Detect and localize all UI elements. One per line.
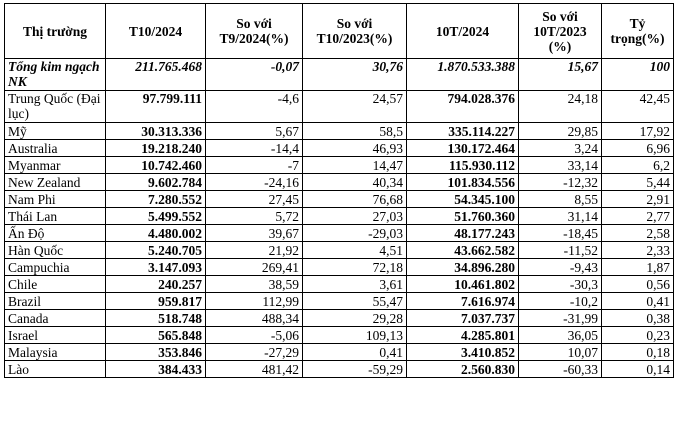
market-name: New Zealand [5,174,106,191]
ytd-value: 4.285.801 [407,327,519,344]
vs-t9-value: -5,06 [206,327,303,344]
t10-value: 19.218.240 [106,140,206,157]
ytd-value: 2.560.830 [407,361,519,378]
ytd-value: 51.760.360 [407,208,519,225]
table-row [5,123,674,140]
vs-ytd-2023-value: 36,05 [519,327,602,344]
market-name: Ấn Độ [5,225,106,242]
vs-ytd-2023-value: 10,07 [519,344,602,361]
vs-t9-value: -4,6 [206,91,303,123]
vs-t9-value: 5,72 [206,208,303,225]
vs-ytd-2023-value: -60,33 [519,361,602,378]
t10-value: 518.748 [106,310,206,327]
t10-value: 97.799.111 [106,91,206,123]
total-share: 100 [602,59,674,91]
table-row [5,157,674,174]
share-value: 0,14 [602,361,674,378]
table-row [5,344,674,361]
vs-t9-value: -7 [206,157,303,174]
share-value: 2,91 [602,191,674,208]
vs-t9-value: 21,92 [206,242,303,259]
vs-t10-2023-value: 72,18 [303,259,407,276]
vs-ytd-2023-value: -10,2 [519,293,602,310]
total-vs-t9: -0,07 [206,59,303,91]
total-vs-ytd-2023: 15,67 [519,59,602,91]
share-value: 2,33 [602,242,674,259]
share-value: 5,44 [602,174,674,191]
vs-ytd-2023-value: -12,32 [519,174,602,191]
vs-t9-value: -27,29 [206,344,303,361]
vs-t9-value: 481,42 [206,361,303,378]
table-row [5,225,674,242]
share-value: 0,41 [602,293,674,310]
import-market-table [4,3,674,378]
total-ytd: 1.870.533.388 [407,59,519,91]
t10-value: 7.280.552 [106,191,206,208]
vs-t10-2023-value: -29,03 [303,225,407,242]
vs-ytd-2023-value: 8,55 [519,191,602,208]
table-row [5,174,674,191]
market-name: Chile [5,276,106,293]
total-name: Tổng kim ngạch NK [5,59,106,91]
share-value: 6,96 [602,140,674,157]
vs-t10-2023-value: 55,47 [303,293,407,310]
total-vs-t10-2023: 30,76 [303,59,407,91]
ytd-value: 101.834.556 [407,174,519,191]
share-value: 6,2 [602,157,674,174]
market-name: Brazil [5,293,106,310]
ytd-value: 48.177.243 [407,225,519,242]
market-name: Israel [5,327,106,344]
vs-t10-2023-value: 24,57 [303,91,407,123]
vs-ytd-2023-value: 24,18 [519,91,602,123]
vs-ytd-2023-value: 33,14 [519,157,602,174]
vs-t9-value: 5,67 [206,123,303,140]
share-value: 17,92 [602,123,674,140]
table-row [5,140,674,157]
t10-value: 959.817 [106,293,206,310]
ytd-value: 115.930.112 [407,157,519,174]
import-table-container [4,3,674,378]
vs-t9-value: 488,34 [206,310,303,327]
vs-ytd-2023-value: -18,45 [519,225,602,242]
share-value: 0,38 [602,310,674,327]
vs-ytd-2023-value: -9,43 [519,259,602,276]
ytd-value: 7.037.737 [407,310,519,327]
vs-t10-2023-value: 58,5 [303,123,407,140]
ytd-value: 7.616.974 [407,293,519,310]
ytd-value: 10.461.802 [407,276,519,293]
share-value: 2,77 [602,208,674,225]
vs-t9-value: 269,41 [206,259,303,276]
vs-t10-2023-value: 46,93 [303,140,407,157]
share-value: 0,18 [602,344,674,361]
vs-t10-2023-value: 27,03 [303,208,407,225]
vs-t10-2023-value: 4,51 [303,242,407,259]
vs-t9-value: 112,99 [206,293,303,310]
header-10t-2024: 10T/2024 [407,4,519,59]
table-row [5,361,674,378]
total-row [5,59,674,91]
table-row [5,242,674,259]
market-name: Malaysia [5,344,106,361]
vs-ytd-2023-value: 31,14 [519,208,602,225]
vs-t10-2023-value: 76,68 [303,191,407,208]
table-row [5,91,674,123]
market-name: Canada [5,310,106,327]
t10-value: 30.313.336 [106,123,206,140]
t10-value: 353.846 [106,344,206,361]
vs-t9-value: 39,67 [206,225,303,242]
t10-value: 384.433 [106,361,206,378]
vs-t9-value: -14,4 [206,140,303,157]
ytd-value: 335.114.227 [407,123,519,140]
vs-t9-value: 38,59 [206,276,303,293]
table-row [5,259,674,276]
vs-t9-value: 27,45 [206,191,303,208]
share-value: 1,87 [602,259,674,276]
market-name: Myanmar [5,157,106,174]
market-name: Mỹ [5,123,106,140]
market-name: Nam Phi [5,191,106,208]
table-row [5,293,674,310]
ytd-value: 3.410.852 [407,344,519,361]
vs-t10-2023-value: -59,29 [303,361,407,378]
header-market: Thị trường [5,4,106,59]
header-t10-2024: T10/2024 [106,4,206,59]
ytd-value: 34.896.280 [407,259,519,276]
table-row [5,276,674,293]
market-name: Lào [5,361,106,378]
vs-ytd-2023-value: 3,24 [519,140,602,157]
ytd-value: 130.172.464 [407,140,519,157]
vs-ytd-2023-value: -30,3 [519,276,602,293]
t10-value: 5.240.705 [106,242,206,259]
vs-t9-value: -24,16 [206,174,303,191]
market-name: Hàn Quốc [5,242,106,259]
vs-t10-2023-value: 14,47 [303,157,407,174]
market-name: Campuchia [5,259,106,276]
share-value: 0,23 [602,327,674,344]
vs-t10-2023-value: 3,61 [303,276,407,293]
t10-value: 10.742.460 [106,157,206,174]
share-value: 2,58 [602,225,674,242]
vs-ytd-2023-value: 29,85 [519,123,602,140]
market-name: Trung Quốc (Đại lục) [5,91,106,123]
vs-ytd-2023-value: -31,99 [519,310,602,327]
header-share: Tỷ trọng(%) [602,4,674,59]
market-name: Australia [5,140,106,157]
t10-value: 565.848 [106,327,206,344]
table-row [5,191,674,208]
vs-t10-2023-value: 40,34 [303,174,407,191]
header-row [5,4,674,59]
share-value: 42,45 [602,91,674,123]
table-row [5,327,674,344]
t10-value: 9.602.784 [106,174,206,191]
market-name: Thái Lan [5,208,106,225]
table-row [5,310,674,327]
share-value: 0,56 [602,276,674,293]
vs-t10-2023-value: 109,13 [303,327,407,344]
t10-value: 4.480.002 [106,225,206,242]
header-vs-10t-2023: So với 10T/2023 (%) [519,4,602,59]
table-row [5,208,674,225]
vs-ytd-2023-value: -11,52 [519,242,602,259]
header-vs-t10-2023: So với T10/2023(%) [303,4,407,59]
t10-value: 240.257 [106,276,206,293]
vs-t10-2023-value: 0,41 [303,344,407,361]
ytd-value: 54.345.100 [407,191,519,208]
ytd-value: 794.028.376 [407,91,519,123]
t10-value: 3.147.093 [106,259,206,276]
t10-value: 5.499.552 [106,208,206,225]
total-t10: 211.765.468 [106,59,206,91]
ytd-value: 43.662.582 [407,242,519,259]
vs-t10-2023-value: 29,28 [303,310,407,327]
header-vs-t9-2024: So với T9/2024(%) [206,4,303,59]
